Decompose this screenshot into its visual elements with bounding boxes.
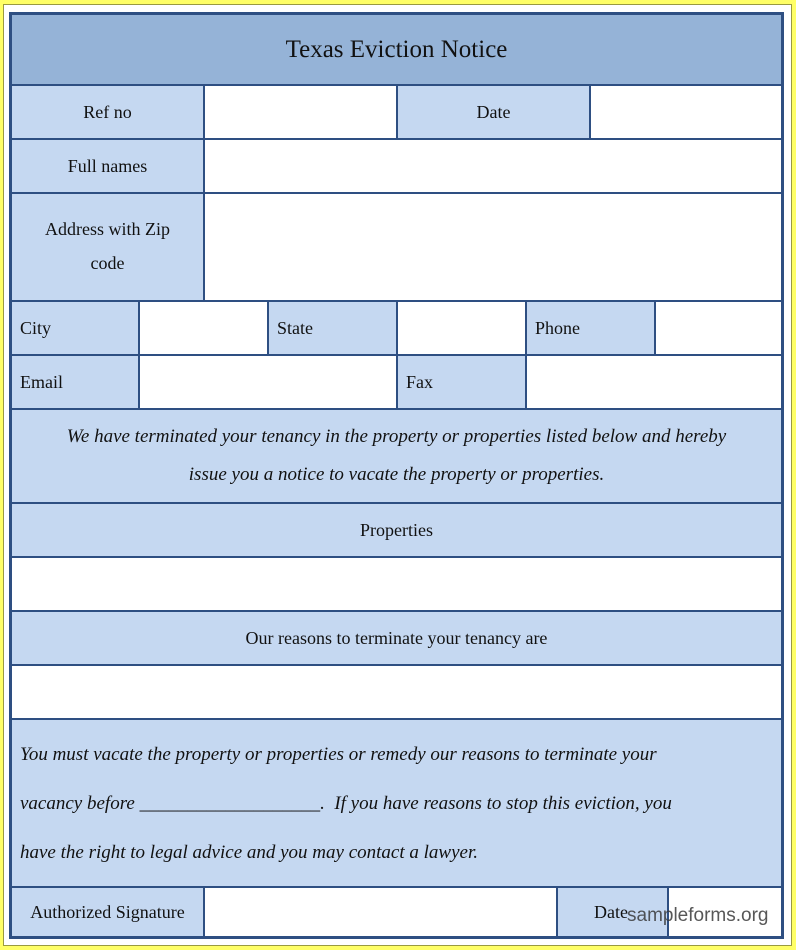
full-names-field[interactable] — [204, 139, 782, 193]
signature-date-label: Date — [557, 887, 668, 937]
final-line-1: You must vacate the property or properties or remedy our reasons to terminate your — [20, 743, 657, 765]
state-field[interactable] — [397, 301, 526, 355]
address-field[interactable] — [204, 193, 782, 301]
authorized-signature-field[interactable] — [204, 887, 557, 937]
final-line-3: have the right to legal advice and you may contact a lawyer. — [20, 841, 478, 863]
ref-no-field[interactable] — [204, 85, 397, 139]
email-label: Email — [11, 355, 139, 409]
phone-label: Phone — [526, 301, 655, 355]
properties-field[interactable] — [11, 557, 782, 611]
fax-field[interactable] — [526, 355, 782, 409]
fax-label: Fax — [397, 355, 526, 409]
state-label: State — [268, 301, 397, 355]
vacate-instructions — [11, 719, 782, 887]
authorized-signature-label: Authorized Signature — [11, 887, 204, 937]
final-line-2: vacancy before ___________________. If you have reasons to stop this eviction, you — [20, 792, 672, 814]
termination-notice — [11, 409, 782, 503]
ref-no-label: Ref no — [11, 85, 204, 139]
reasons-header: Our reasons to terminate your tenancy are — [11, 611, 782, 665]
date-field[interactable] — [590, 85, 782, 139]
sampleforms-watermark: sampleforms.org — [627, 905, 769, 926]
notice-line-2: issue you a notice to vacate the property or properties. — [188, 464, 605, 485]
eviction-notice-form — [9, 12, 784, 939]
address-label-line2: code — [90, 253, 125, 273]
city-label: City — [11, 301, 139, 355]
properties-header: Properties — [11, 503, 782, 557]
full-names-label: Full names — [11, 139, 204, 193]
notice-line-1: We have terminated your tenancy in the property or properties listed below and hereby — [66, 426, 727, 447]
reasons-field[interactable] — [11, 665, 782, 719]
phone-field[interactable] — [655, 301, 782, 355]
city-field[interactable] — [139, 301, 268, 355]
address-label-line1: Address with Zip — [45, 219, 170, 239]
date-label: Date — [397, 85, 590, 139]
form-title: Texas Eviction Notice — [11, 14, 782, 85]
email-field[interactable] — [139, 355, 397, 409]
address-label — [11, 193, 204, 301]
